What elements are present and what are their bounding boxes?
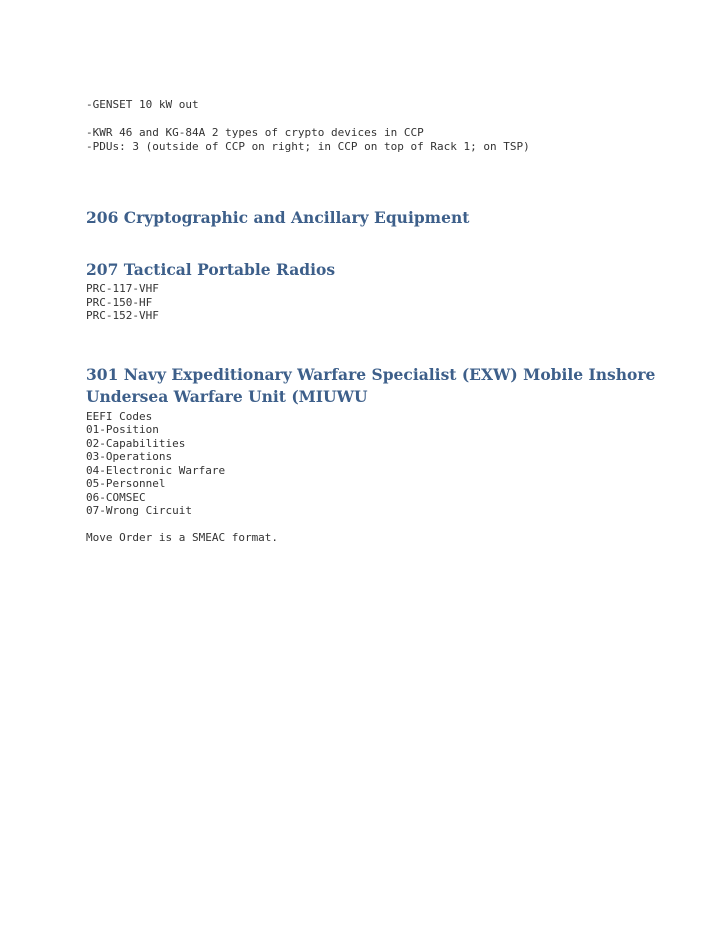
eefi-code-item: 06-COMSEC <box>86 491 146 504</box>
eefi-code-item: 03-Operations <box>86 450 173 463</box>
eefi-code-item: 07-Wrong Circuit <box>86 504 192 517</box>
radio-list-item: PRC-150-HF <box>86 296 153 309</box>
move-order-note: Move Order is a SMEAC format. <box>86 531 279 544</box>
crypto-devices-note: -KWR 46 and KG-84A 2 types of crypto devices in CCP <box>86 126 424 139</box>
section-301-heading-line-2: Undersea Warfare Unit (MIUWU <box>86 387 368 406</box>
eefi-code-item: 01-Position <box>86 423 159 436</box>
eefi-codes-title: EEFI Codes <box>86 410 153 423</box>
section-206-heading: 206 Cryptographic and Ancillary Equipment <box>86 208 470 227</box>
eefi-code-item: 04-Electronic Warfare <box>86 464 226 477</box>
section-207-heading: 207 Tactical Portable Radios <box>86 260 336 279</box>
radio-list-item: PRC-152-VHF <box>86 309 159 322</box>
eefi-code-item: 05-Personnel <box>86 477 166 490</box>
eefi-code-item: 02-Capabilities <box>86 437 186 450</box>
section-301-heading <box>86 364 656 408</box>
radio-list-item: PRC-117-VHF <box>86 282 159 295</box>
pdus-note: -PDUs: 3 (outside of CCP on right; in CCP on top of Rack 1; on TSP) <box>86 140 530 153</box>
genset-note: -GENSET 10 kW out <box>86 98 199 111</box>
section-301-heading-line-1: 301 Navy Expeditionary Warfare Specialist (EXW) Mobile Inshore <box>86 365 656 384</box>
